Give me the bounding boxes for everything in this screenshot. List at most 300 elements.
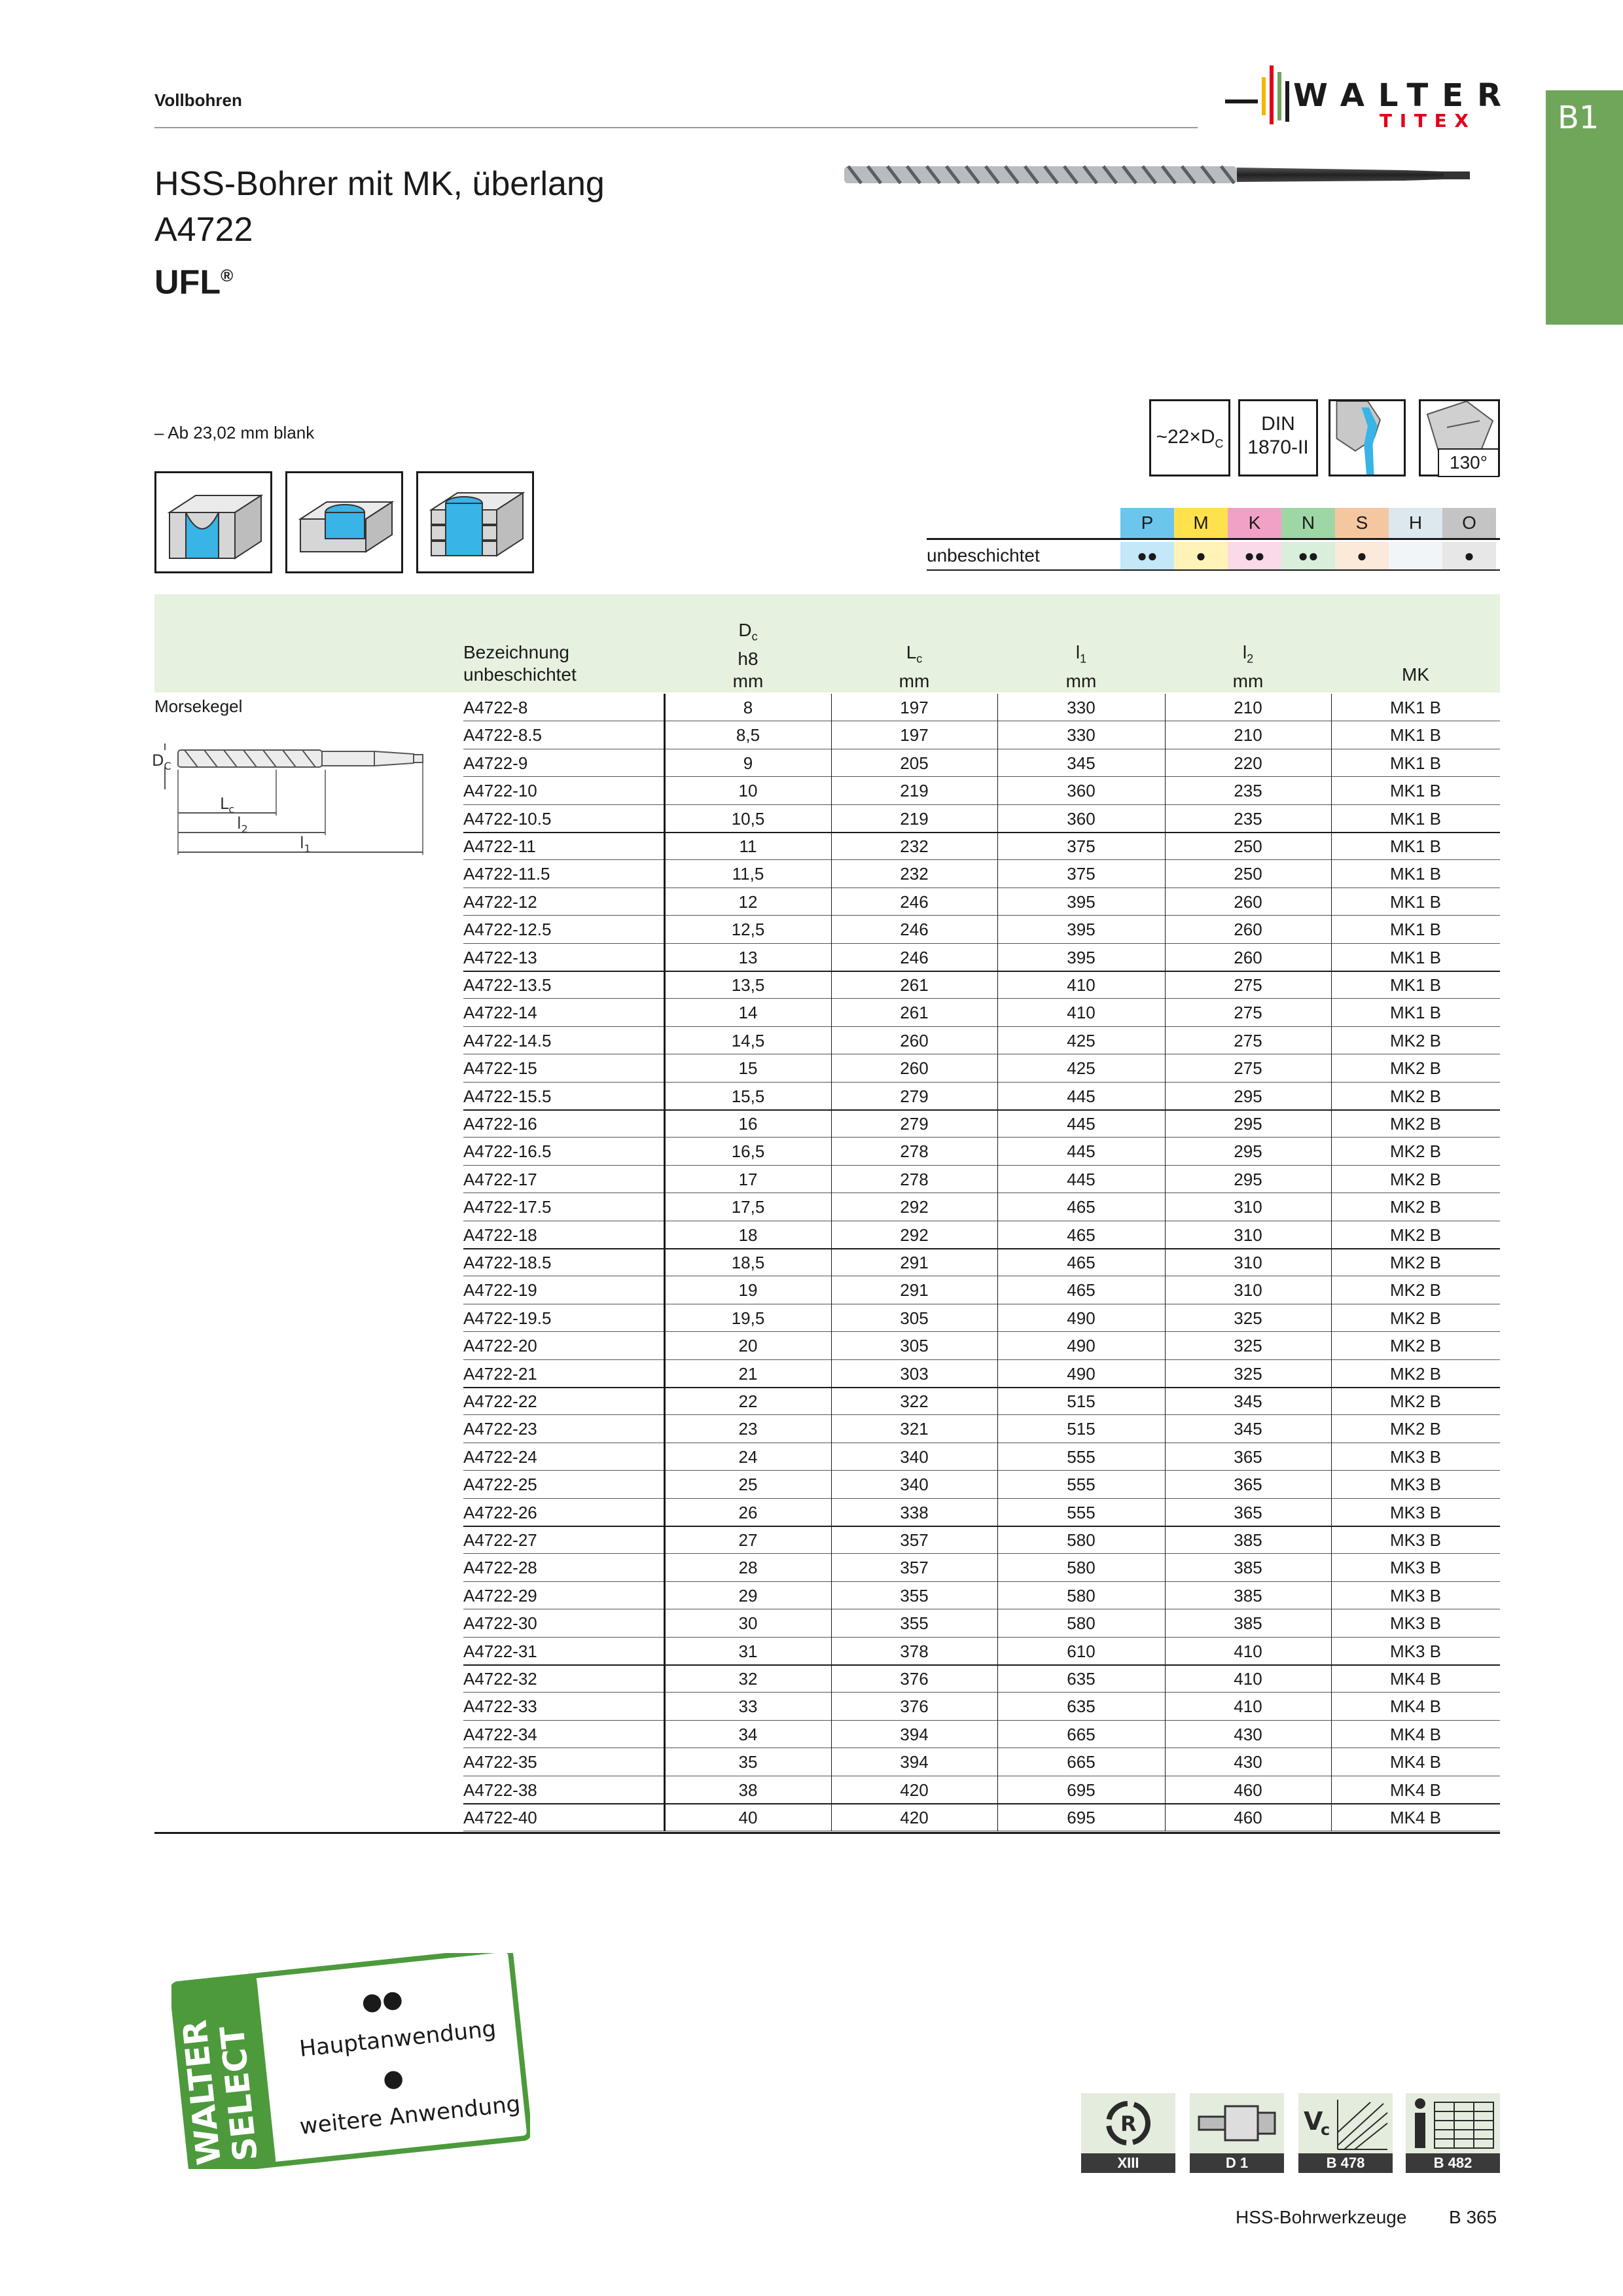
cell-dc: 22 bbox=[738, 1391, 758, 1411]
svg-text:c: c bbox=[1321, 2121, 1330, 2139]
cell-mk: MK2 B bbox=[1389, 1253, 1442, 1272]
cell-designation: A4722-18 bbox=[463, 1225, 537, 1245]
cell-dc: 16 bbox=[738, 1114, 758, 1134]
cell-designation: A4722-8 bbox=[463, 698, 528, 717]
material-code-p: P bbox=[1120, 508, 1174, 538]
cell-mk: MK4 B bbox=[1389, 1669, 1442, 1689]
cell-designation: A4722-31 bbox=[463, 1641, 537, 1661]
table-row bbox=[154, 1110, 1500, 1138]
cell-mk: MK2 B bbox=[1389, 1197, 1442, 1217]
cell-dc: 15,5 bbox=[731, 1086, 765, 1106]
app-stacked-plates-icon bbox=[416, 471, 534, 573]
cell-dc: 12,5 bbox=[731, 920, 765, 940]
table-row bbox=[154, 1665, 1500, 1693]
cell-dc: 10,5 bbox=[731, 808, 765, 829]
cell-mk: MK2 B bbox=[1389, 1030, 1442, 1050]
cell-mk: MK2 B bbox=[1389, 1058, 1442, 1079]
cell-l2: 325 bbox=[1234, 1363, 1262, 1384]
cell-lc: 338 bbox=[900, 1502, 929, 1522]
cell-dc: 40 bbox=[738, 1808, 758, 1827]
cell-l1: 695 bbox=[1067, 1808, 1096, 1827]
cell-mk: MK1 B bbox=[1389, 1003, 1442, 1023]
cell-mk: MK3 B bbox=[1389, 1613, 1442, 1634]
table-row bbox=[154, 694, 1500, 721]
cell-designation: A4722-15 bbox=[463, 1058, 537, 1079]
cell-l1: 490 bbox=[1067, 1308, 1096, 1328]
material-code-o: O bbox=[1442, 508, 1496, 538]
cell-dc: 34 bbox=[738, 1724, 758, 1744]
cell-l2: 385 bbox=[1234, 1585, 1262, 1605]
column-divider bbox=[664, 694, 666, 1831]
table-row bbox=[154, 1693, 1500, 1720]
cell-dc: 12 bbox=[738, 891, 758, 912]
other-dot: ● bbox=[382, 2064, 405, 2093]
main-application-label: Hauptanwendung bbox=[298, 2015, 497, 2062]
cutting-data-icon bbox=[1298, 2093, 1393, 2153]
cell-lc: 357 bbox=[900, 1558, 929, 1578]
cell-l2: 210 bbox=[1234, 698, 1262, 717]
cell-dc: 13 bbox=[738, 947, 758, 967]
cell-designation: A4722-19 bbox=[463, 1280, 537, 1300]
cell-l1: 665 bbox=[1067, 1752, 1096, 1772]
cell-l1: 490 bbox=[1067, 1336, 1096, 1356]
cell-l2: 250 bbox=[1234, 836, 1262, 856]
cell-dc: 21 bbox=[738, 1363, 758, 1384]
material-code-h: H bbox=[1389, 508, 1442, 538]
cell-dc: 15 bbox=[738, 1058, 758, 1079]
cell-lc: 322 bbox=[900, 1391, 929, 1411]
table-row bbox=[154, 1776, 1500, 1804]
cell-l1: 695 bbox=[1067, 1780, 1096, 1800]
table-row bbox=[154, 971, 1500, 999]
cell-l1: 490 bbox=[1067, 1363, 1096, 1384]
cell-l2: 275 bbox=[1234, 1058, 1262, 1079]
cell-designation: A4722-34 bbox=[463, 1724, 537, 1744]
cell-dc: 14 bbox=[738, 1003, 758, 1023]
cell-l2: 325 bbox=[1234, 1336, 1262, 1356]
cell-dc: 27 bbox=[738, 1530, 758, 1550]
cell-lc: 340 bbox=[900, 1446, 929, 1467]
nav-label-xiii: XIII bbox=[1081, 2153, 1175, 2173]
table-row bbox=[154, 1499, 1500, 1526]
logo-titex: TITEX bbox=[1380, 110, 1469, 132]
cell-dc: 18 bbox=[738, 1225, 758, 1245]
cell-l2: 410 bbox=[1234, 1696, 1262, 1717]
cell-dc: 35 bbox=[738, 1752, 758, 1772]
cell-l2: 410 bbox=[1234, 1641, 1262, 1661]
title-line-3 bbox=[154, 253, 605, 305]
cell-l1: 580 bbox=[1067, 1530, 1096, 1550]
cell-designation: A4722-19.5 bbox=[463, 1308, 552, 1328]
table-row bbox=[154, 1443, 1500, 1471]
material-rating-h bbox=[1389, 542, 1442, 569]
header-designation: Bezeichnung unbeschichtet bbox=[463, 642, 577, 685]
select-badge-line1: WALTER bbox=[175, 2018, 229, 2167]
table-row bbox=[154, 1332, 1500, 1359]
cell-mk: MK4 B bbox=[1389, 1752, 1442, 1772]
cell-l1: 425 bbox=[1067, 1058, 1096, 1079]
din-label: DIN bbox=[1261, 413, 1295, 435]
cell-dc: 30 bbox=[738, 1613, 758, 1634]
cell-designation: A4722-18.5 bbox=[463, 1253, 552, 1272]
cell-designation: A4722-16.5 bbox=[463, 1141, 552, 1162]
title-line-2: A4722 bbox=[154, 211, 253, 249]
material-code-m: M bbox=[1174, 508, 1228, 538]
svg-text:V: V bbox=[1304, 2107, 1323, 2136]
cell-designation: A4722-10.5 bbox=[463, 808, 552, 829]
table-row bbox=[154, 1276, 1500, 1304]
cell-l2: 235 bbox=[1234, 808, 1262, 829]
table-row bbox=[154, 1526, 1500, 1554]
product-title bbox=[154, 161, 605, 305]
cell-designation: A4722-29 bbox=[463, 1585, 537, 1605]
cell-dc: 20 bbox=[738, 1336, 758, 1356]
cell-l2: 365 bbox=[1234, 1502, 1262, 1522]
table-row bbox=[154, 1415, 1500, 1443]
cell-mk: MK3 B bbox=[1389, 1475, 1442, 1495]
cell-l2: 250 bbox=[1234, 864, 1262, 884]
cell-l2: 430 bbox=[1234, 1724, 1262, 1744]
ratio-text: $\sim 22\times D_C$ bbox=[1156, 426, 1224, 450]
cell-dc: 19,5 bbox=[731, 1308, 765, 1328]
cell-l1: 360 bbox=[1067, 808, 1096, 829]
cell-l2: 235 bbox=[1234, 781, 1262, 801]
cell-lc: 197 bbox=[900, 698, 929, 717]
cell-lc: 197 bbox=[900, 725, 929, 745]
table-row bbox=[154, 944, 1500, 971]
length-ratio-icon bbox=[1149, 399, 1230, 476]
cell-dc: 24 bbox=[738, 1446, 758, 1467]
nav-recycle-r-icon[interactable] bbox=[1081, 2093, 1175, 2173]
table-row bbox=[154, 749, 1500, 777]
cell-l1: 580 bbox=[1067, 1558, 1096, 1578]
cell-l1: 395 bbox=[1067, 920, 1096, 940]
cell-l2: 260 bbox=[1234, 891, 1262, 912]
table-row bbox=[154, 1554, 1500, 1581]
cell-lc: 219 bbox=[900, 781, 929, 801]
cell-lc: 278 bbox=[900, 1169, 929, 1189]
cell-mk: MK3 B bbox=[1389, 1558, 1442, 1578]
cell-dc: 17 bbox=[738, 1169, 758, 1189]
cell-mk: MK2 B bbox=[1389, 1086, 1442, 1106]
title-line-1: HSS-Bohrer mit MK, überlang bbox=[154, 165, 605, 203]
cell-l2: 295 bbox=[1234, 1169, 1262, 1189]
material-code-n: N bbox=[1281, 508, 1335, 538]
registered-mark: ® bbox=[221, 266, 234, 285]
cell-designation: A4722-17.5 bbox=[463, 1197, 552, 1217]
table-row bbox=[154, 1748, 1500, 1776]
cell-mk: MK3 B bbox=[1389, 1530, 1442, 1550]
cell-designation: A4722-22 bbox=[463, 1391, 537, 1411]
cell-dc: 14,5 bbox=[731, 1030, 765, 1050]
cell-l1: 555 bbox=[1067, 1446, 1096, 1467]
table-row bbox=[154, 1609, 1500, 1637]
cell-dc: 25 bbox=[738, 1475, 758, 1495]
cell-lc: 420 bbox=[900, 1808, 929, 1827]
din-number: 1870-II bbox=[1247, 437, 1309, 458]
cell-l2: 460 bbox=[1234, 1808, 1262, 1827]
cell-dc: 28 bbox=[738, 1558, 758, 1578]
shank-type-label: Morsekegel bbox=[154, 696, 243, 716]
cell-mk: MK1 B bbox=[1389, 947, 1442, 967]
cell-mk: MK2 B bbox=[1389, 1280, 1442, 1300]
cell-l2: 410 bbox=[1234, 1669, 1262, 1689]
cell-lc: 420 bbox=[900, 1780, 929, 1800]
cell-designation: A4722-11.5 bbox=[463, 864, 550, 884]
info-table-icon bbox=[1406, 2093, 1500, 2153]
table-row bbox=[154, 1249, 1500, 1276]
cell-l2: 385 bbox=[1234, 1530, 1262, 1550]
cell-dc: 13,5 bbox=[731, 975, 765, 995]
cell-l2: 275 bbox=[1234, 1030, 1262, 1050]
cell-l1: 465 bbox=[1067, 1197, 1096, 1217]
nav-cutting-data-icon[interactable] bbox=[1298, 2093, 1393, 2173]
cell-lc: 246 bbox=[900, 947, 929, 967]
cell-designation: A4722-10 bbox=[463, 781, 537, 801]
table-row bbox=[154, 1471, 1500, 1498]
cell-dc: 8 bbox=[743, 698, 753, 717]
cell-l1: 425 bbox=[1067, 1030, 1096, 1050]
nav-tool-holder-icon[interactable] bbox=[1190, 2093, 1284, 2173]
nav-label-b482: B 482 bbox=[1406, 2153, 1500, 2173]
table-row bbox=[154, 1388, 1500, 1415]
cell-dc: 23 bbox=[738, 1419, 758, 1439]
table-row bbox=[154, 1193, 1500, 1221]
cell-l1: 610 bbox=[1067, 1641, 1096, 1661]
other-application-label: weitere Anwendung bbox=[298, 2090, 522, 2140]
table-row bbox=[154, 1304, 1500, 1332]
cell-l2: 430 bbox=[1234, 1752, 1262, 1772]
cell-dc: 31 bbox=[738, 1641, 758, 1661]
cell-l1: 395 bbox=[1067, 947, 1096, 967]
cell-lc: 376 bbox=[900, 1696, 929, 1717]
cell-mk: MK1 B bbox=[1389, 836, 1442, 856]
cell-l2: 460 bbox=[1234, 1780, 1262, 1800]
cell-l2: 365 bbox=[1234, 1475, 1262, 1495]
cell-dc: 16,5 bbox=[731, 1141, 765, 1162]
cell-l1: 445 bbox=[1067, 1086, 1096, 1106]
cell-mk: MK2 B bbox=[1389, 1419, 1442, 1439]
cell-designation: A4722-13.5 bbox=[463, 975, 552, 995]
cell-lc: 340 bbox=[900, 1475, 929, 1495]
cell-l2: 220 bbox=[1234, 753, 1262, 773]
angle-value: 130° bbox=[1438, 448, 1499, 477]
cell-mk: MK2 B bbox=[1389, 1336, 1442, 1356]
cell-l1: 330 bbox=[1067, 698, 1096, 717]
nav-info-table-icon[interactable] bbox=[1406, 2093, 1500, 2173]
cell-l2: 385 bbox=[1234, 1558, 1262, 1578]
table-row bbox=[154, 1638, 1500, 1665]
cell-designation: A4722-26 bbox=[463, 1502, 537, 1522]
cell-l2: 295 bbox=[1234, 1086, 1262, 1106]
recycle-r-icon bbox=[1081, 2093, 1175, 2153]
cell-l2: 325 bbox=[1234, 1308, 1262, 1328]
cell-lc: 355 bbox=[900, 1585, 929, 1605]
cell-lc: 394 bbox=[900, 1724, 929, 1744]
cell-lc: 279 bbox=[900, 1114, 929, 1134]
cell-l1: 555 bbox=[1067, 1502, 1096, 1522]
column-divider bbox=[831, 694, 832, 1831]
cell-dc: 10 bbox=[738, 781, 758, 801]
cell-designation: A4722-32 bbox=[463, 1669, 537, 1689]
cell-mk: MK4 B bbox=[1389, 1696, 1442, 1717]
diagram-l2: $l_2$ bbox=[237, 814, 248, 835]
cell-l2: 260 bbox=[1234, 920, 1262, 940]
cell-mk: MK2 B bbox=[1389, 1114, 1442, 1134]
cell-mk: MK1 B bbox=[1389, 975, 1442, 995]
cell-designation: A4722-30 bbox=[463, 1613, 537, 1634]
cell-dc: 17,5 bbox=[731, 1197, 765, 1217]
nav-label-b478: B 478 bbox=[1298, 2153, 1393, 2173]
column-divider bbox=[997, 694, 998, 1831]
cell-dc: 18,5 bbox=[731, 1253, 765, 1272]
cell-mk: MK1 B bbox=[1389, 753, 1442, 773]
header-mk: MK bbox=[1402, 664, 1429, 685]
cell-l2: 310 bbox=[1234, 1253, 1262, 1272]
cell-mk: MK2 B bbox=[1389, 1225, 1442, 1245]
cell-l1: 635 bbox=[1067, 1669, 1096, 1689]
cell-lc: 261 bbox=[900, 975, 929, 995]
cell-mk: MK2 B bbox=[1389, 1391, 1442, 1411]
table-row bbox=[154, 1138, 1500, 1165]
cell-designation: A4722-21 bbox=[463, 1363, 537, 1384]
table-row bbox=[154, 860, 1500, 888]
cell-mk: MK4 B bbox=[1389, 1808, 1442, 1827]
table-row bbox=[154, 1166, 1500, 1193]
cell-mk: MK1 B bbox=[1389, 725, 1442, 745]
cell-lc: 292 bbox=[900, 1225, 929, 1245]
column-divider bbox=[1165, 694, 1166, 1831]
cell-mk: MK3 B bbox=[1389, 1641, 1442, 1661]
cell-designation: A4722-38 bbox=[463, 1780, 537, 1800]
table-row bbox=[154, 888, 1500, 916]
chapter-tab[interactable] bbox=[1546, 90, 1623, 325]
cell-lc: 305 bbox=[900, 1336, 929, 1356]
cell-designation: A4722-13 bbox=[463, 947, 537, 967]
diagram-dc: $D_C$ bbox=[152, 751, 171, 772]
cell-mk: MK4 B bbox=[1389, 1724, 1442, 1744]
cell-designation: A4722-23 bbox=[463, 1419, 537, 1439]
tool-holder-icon bbox=[1190, 2093, 1284, 2153]
cell-designation: A4722-14.5 bbox=[463, 1030, 552, 1050]
walter-select-legend bbox=[171, 1953, 530, 2169]
point-angle-icon bbox=[1419, 399, 1500, 476]
cell-mk: MK4 B bbox=[1389, 1780, 1442, 1800]
cell-dc: 32 bbox=[738, 1669, 758, 1689]
cell-l2: 210 bbox=[1234, 725, 1262, 745]
walter-titex-logo bbox=[1225, 63, 1507, 135]
cell-dc: 9 bbox=[743, 753, 753, 773]
header-rule bbox=[154, 127, 1198, 128]
header-dc: $D_c$ h8 mm bbox=[732, 620, 764, 691]
cell-lc: 260 bbox=[900, 1058, 929, 1079]
cell-lc: 378 bbox=[900, 1641, 929, 1661]
cell-l1: 465 bbox=[1067, 1253, 1096, 1272]
cell-mk: MK1 B bbox=[1389, 781, 1442, 801]
table-row bbox=[154, 777, 1500, 804]
section-label: Vollbohren bbox=[154, 90, 242, 110]
cell-designation: A4722-28 bbox=[463, 1558, 537, 1578]
header-lc: $L_c$ mm bbox=[899, 642, 930, 691]
table-row bbox=[154, 916, 1500, 943]
material-row-label: unbeschichtet bbox=[927, 545, 1040, 565]
note-blank: – Ab 23,02 mm blank bbox=[154, 423, 315, 442]
cell-designation: A4722-9 bbox=[463, 753, 528, 773]
cell-dc: 8,5 bbox=[736, 725, 760, 745]
material-rating-o: ● bbox=[1442, 542, 1496, 569]
cell-dc: 38 bbox=[738, 1780, 758, 1800]
table-row bbox=[154, 805, 1500, 833]
cell-lc: 246 bbox=[900, 920, 929, 940]
cell-designation: A4722-11 bbox=[463, 836, 536, 856]
cell-l1: 515 bbox=[1067, 1419, 1096, 1439]
cell-mk: MK2 B bbox=[1389, 1363, 1442, 1384]
cell-designation: A4722-25 bbox=[463, 1475, 537, 1495]
material-code-s: S bbox=[1335, 508, 1389, 538]
app-blind-hole-icon bbox=[285, 471, 403, 573]
cell-mk: MK1 B bbox=[1389, 920, 1442, 940]
logo-walter: WALTER bbox=[1293, 77, 1501, 114]
cell-lc: 232 bbox=[900, 836, 929, 856]
material-rating-m: ● bbox=[1174, 542, 1228, 569]
header-l1: $l_1$ mm bbox=[1065, 642, 1097, 691]
table-row bbox=[154, 999, 1500, 1026]
cell-l2: 345 bbox=[1234, 1419, 1262, 1439]
cell-lc: 205 bbox=[900, 753, 929, 773]
brand-ufl: UFL bbox=[154, 263, 221, 302]
table-row bbox=[154, 1054, 1500, 1082]
cell-l1: 580 bbox=[1067, 1613, 1096, 1634]
cell-l2: 275 bbox=[1234, 1003, 1262, 1023]
table-row bbox=[154, 1027, 1500, 1054]
cell-lc: 376 bbox=[900, 1669, 929, 1689]
cell-l2: 345 bbox=[1234, 1391, 1262, 1411]
cell-dc: 19 bbox=[738, 1280, 758, 1300]
cell-lc: 260 bbox=[900, 1030, 929, 1050]
cell-l1: 410 bbox=[1067, 975, 1096, 995]
cell-l2: 295 bbox=[1234, 1114, 1262, 1134]
material-rating-p: ●● bbox=[1120, 542, 1174, 569]
cell-lc: 394 bbox=[900, 1752, 929, 1772]
cell-l1: 345 bbox=[1067, 753, 1096, 773]
table-row bbox=[154, 1221, 1500, 1249]
chapter-tab-label: B1 bbox=[1558, 99, 1599, 136]
cell-l1: 515 bbox=[1067, 1391, 1096, 1411]
cell-l2: 385 bbox=[1234, 1613, 1262, 1634]
cell-designation: A4722-14 bbox=[463, 1003, 537, 1023]
cell-l2: 365 bbox=[1234, 1446, 1262, 1467]
cell-l1: 360 bbox=[1067, 781, 1096, 801]
cell-lc: 219 bbox=[900, 808, 929, 829]
cell-designation: A4722-8.5 bbox=[463, 725, 542, 745]
cell-l1: 580 bbox=[1067, 1585, 1096, 1605]
cell-designation: A4722-15.5 bbox=[463, 1086, 552, 1106]
material-rule-top bbox=[927, 538, 1500, 540]
cell-l1: 445 bbox=[1067, 1114, 1096, 1134]
cell-mk: MK2 B bbox=[1389, 1141, 1442, 1162]
cell-lc: 261 bbox=[900, 1003, 929, 1023]
cell-lc: 246 bbox=[900, 891, 929, 912]
cell-l1: 445 bbox=[1067, 1169, 1096, 1189]
cell-lc: 321 bbox=[900, 1419, 929, 1439]
cell-designation: A4722-12 bbox=[463, 891, 537, 912]
svg-text:R: R bbox=[1120, 2111, 1137, 2136]
cell-l1: 465 bbox=[1067, 1225, 1096, 1245]
material-rating-s: ● bbox=[1335, 542, 1389, 569]
cell-designation: A4722-35 bbox=[463, 1752, 537, 1772]
cell-l1: 330 bbox=[1067, 725, 1096, 745]
cell-designation: A4722-12.5 bbox=[463, 920, 552, 940]
